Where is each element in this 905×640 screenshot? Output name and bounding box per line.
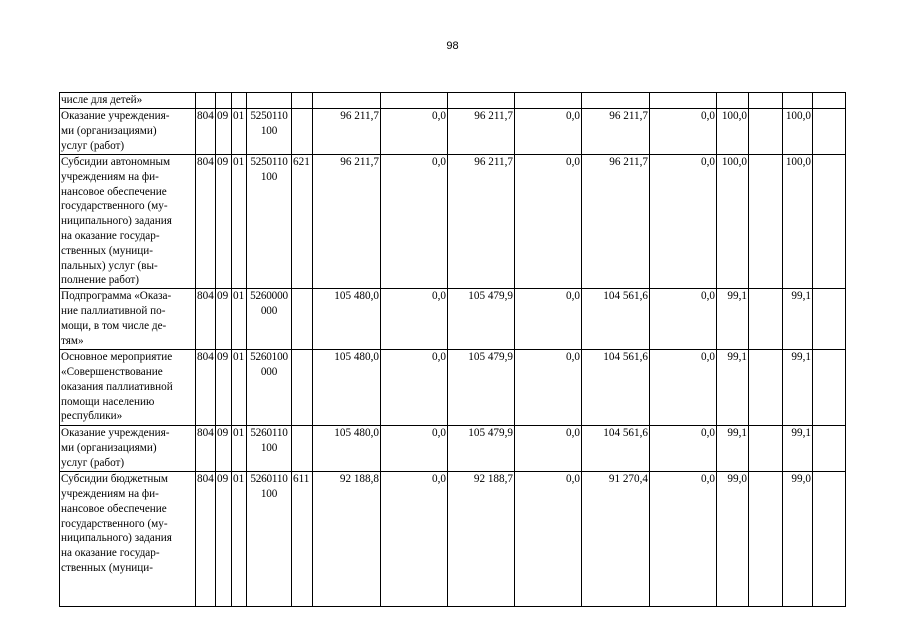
value-cell [582, 93, 650, 109]
value-cell [650, 93, 717, 109]
section-code-cell [216, 93, 232, 109]
page-number: 98 [446, 40, 459, 52]
row-name-cell: Субсидии автономным учреждениям на фи- нансовое обеспечение государственного (му- ниципального) задания на оказание государ- ственных (муници- пальных) услуг (вы- полнение работ) [60, 155, 196, 289]
percent-cell: 99,1 [717, 350, 749, 426]
value-cell: 96 211,7 [582, 155, 650, 289]
grbs-code-cell: 804 [196, 426, 216, 472]
value-cell [313, 93, 381, 109]
percent-cell [749, 93, 783, 109]
percent-cell [749, 289, 783, 350]
section-code-cell: 09 [216, 472, 232, 607]
target-article-code-cell: 5260000 000 [247, 289, 292, 350]
value-cell: 104 561,6 [582, 289, 650, 350]
value-cell: 0,0 [515, 155, 582, 289]
value-cell: 105 480,0 [313, 426, 381, 472]
value-cell: 91 270,4 [582, 472, 650, 607]
target-article-code-cell: 5250110 100 [247, 155, 292, 289]
subsection-code-cell: 01 [232, 109, 247, 155]
value-cell: 104 561,6 [582, 426, 650, 472]
expense-type-code-cell: 611 [292, 472, 313, 607]
value-cell: 92 188,8 [313, 472, 381, 607]
percent-cell [717, 93, 749, 109]
empty-cell [813, 472, 846, 607]
value-cell: 96 211,7 [313, 109, 381, 155]
value-cell: 0,0 [650, 350, 717, 426]
empty-cell [813, 350, 846, 426]
empty-cell [813, 155, 846, 289]
value-cell: 92 188,7 [448, 472, 515, 607]
percent-cell [783, 93, 813, 109]
grbs-code-cell: 804 [196, 155, 216, 289]
subsection-code-cell: 01 [232, 289, 247, 350]
table-row [60, 93, 846, 109]
value-cell: 0,0 [650, 155, 717, 289]
empty-cell [813, 93, 846, 109]
value-cell: 0,0 [515, 472, 582, 607]
value-cell: 96 211,7 [313, 155, 381, 289]
grbs-code-cell: 804 [196, 350, 216, 426]
grbs-code-cell [196, 93, 216, 109]
subsection-code-cell: 01 [232, 472, 247, 607]
empty-cell [813, 426, 846, 472]
table-row [60, 350, 846, 426]
percent-cell [749, 350, 783, 426]
percent-cell: 99,1 [783, 289, 813, 350]
row-name-cell: Подпрограмма «Оказа- ние паллиативной по- мощи, в том числе де- тям» [60, 289, 196, 350]
subsection-code-cell [232, 93, 247, 109]
target-article-code-cell [247, 93, 292, 109]
value-cell: 0,0 [381, 472, 448, 607]
value-cell: 0,0 [650, 289, 717, 350]
value-cell: 0,0 [381, 155, 448, 289]
value-cell: 0,0 [515, 350, 582, 426]
table-row [60, 289, 846, 350]
value-cell: 105 480,0 [313, 289, 381, 350]
value-cell: 0,0 [515, 289, 582, 350]
section-code-cell: 09 [216, 289, 232, 350]
value-cell: 0,0 [381, 426, 448, 472]
value-cell: 96 211,7 [582, 109, 650, 155]
target-article-code-cell: 5260110 100 [247, 472, 292, 607]
section-code-cell: 09 [216, 155, 232, 289]
percent-cell: 99,1 [717, 289, 749, 350]
value-cell: 0,0 [515, 109, 582, 155]
budget-table [59, 92, 846, 607]
table-row [60, 155, 846, 289]
percent-cell: 100,0 [783, 155, 813, 289]
section-code-cell: 09 [216, 350, 232, 426]
expense-type-code-cell [292, 93, 313, 109]
value-cell: 0,0 [515, 426, 582, 472]
table-row [60, 109, 846, 155]
value-cell: 105 480,0 [313, 350, 381, 426]
value-cell [448, 93, 515, 109]
expense-type-code-cell [292, 289, 313, 350]
table-row [60, 472, 846, 607]
expense-type-code-cell: 621 [292, 155, 313, 289]
value-cell [515, 93, 582, 109]
percent-cell [749, 472, 783, 607]
section-code-cell: 09 [216, 426, 232, 472]
section-code-cell: 09 [216, 109, 232, 155]
percent-cell: 99,0 [783, 472, 813, 607]
value-cell: 105 479,9 [448, 350, 515, 426]
target-article-code-cell: 5260110 100 [247, 426, 292, 472]
value-cell: 0,0 [650, 426, 717, 472]
subsection-code-cell: 01 [232, 350, 247, 426]
grbs-code-cell: 804 [196, 109, 216, 155]
grbs-code-cell: 804 [196, 289, 216, 350]
row-name-cell: числе для детей» [60, 93, 196, 109]
value-cell: 105 479,9 [448, 426, 515, 472]
percent-cell: 100,0 [783, 109, 813, 155]
value-cell: 0,0 [650, 472, 717, 607]
value-cell: 0,0 [650, 109, 717, 155]
empty-cell [813, 289, 846, 350]
percent-cell: 99,1 [783, 350, 813, 426]
percent-cell: 99,1 [783, 426, 813, 472]
subsection-code-cell: 01 [232, 155, 247, 289]
percent-cell: 100,0 [717, 109, 749, 155]
value-cell: 96 211,7 [448, 155, 515, 289]
value-cell: 105 479,9 [448, 289, 515, 350]
percent-cell: 99,1 [717, 426, 749, 472]
percent-cell [749, 155, 783, 289]
value-cell: 0,0 [381, 109, 448, 155]
grbs-code-cell: 804 [196, 472, 216, 607]
row-name-cell: Оказание учреждения- ми (организациями) услуг (работ) [60, 109, 196, 155]
expense-type-code-cell [292, 426, 313, 472]
percent-cell: 99,0 [717, 472, 749, 607]
value-cell: 104 561,6 [582, 350, 650, 426]
expense-type-code-cell [292, 109, 313, 155]
percent-cell: 100,0 [717, 155, 749, 289]
value-cell: 96 211,7 [448, 109, 515, 155]
row-name-cell: Основное мероприятие «Совершенствование оказания паллиативной помощи населению республики» [60, 350, 196, 426]
row-name-cell: Оказание учреждения- ми (организациями) услуг (работ) [60, 426, 196, 472]
percent-cell [749, 109, 783, 155]
value-cell: 0,0 [381, 350, 448, 426]
percent-cell [749, 426, 783, 472]
expense-type-code-cell [292, 350, 313, 426]
value-cell: 0,0 [381, 289, 448, 350]
subsection-code-cell: 01 [232, 426, 247, 472]
value-cell [381, 93, 448, 109]
target-article-code-cell: 5250110 100 [247, 109, 292, 155]
target-article-code-cell: 5260100 000 [247, 350, 292, 426]
table-row [60, 426, 846, 472]
empty-cell [813, 109, 846, 155]
row-name-cell: Субсидии бюджетным учреждениям на фи- нансовое обеспечение государственного (му- ниципального) задания на оказание государ- ственных (муници- [60, 472, 196, 607]
